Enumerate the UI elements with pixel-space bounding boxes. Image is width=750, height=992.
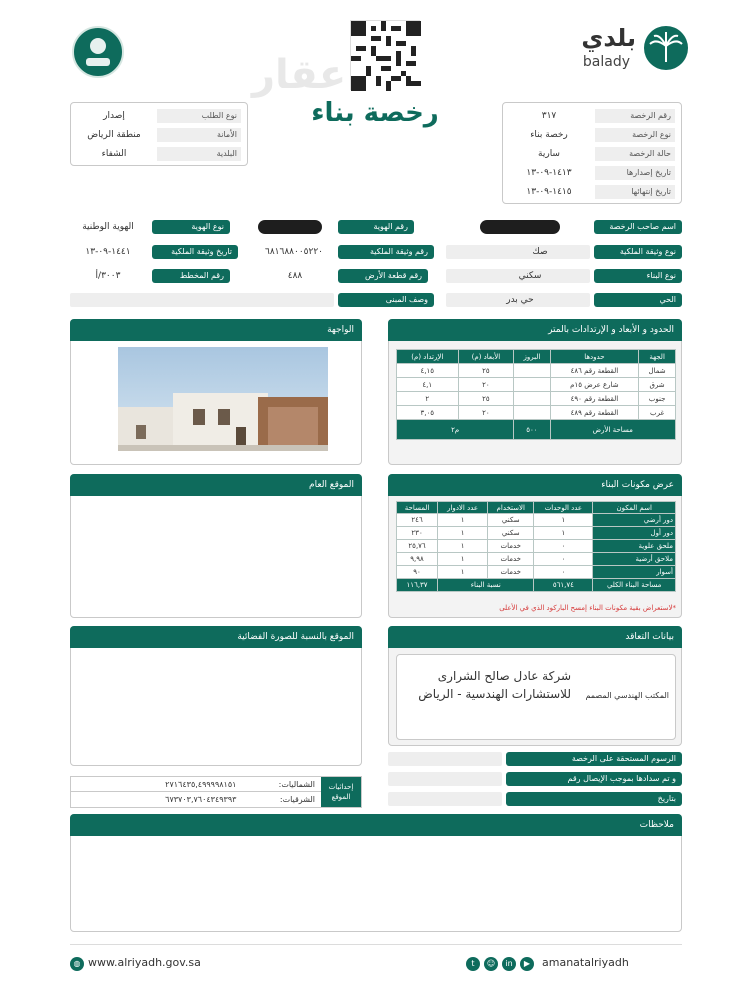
area-row	[397, 420, 676, 440]
north-value: ٢٧١٦٤٣٥,٤٩٩٩٩٨١٥١	[165, 780, 237, 789]
contract-inner	[396, 654, 676, 740]
boundaries-cell: شارع عرض ١٥م	[550, 378, 639, 392]
boundaries-cell: ٢٥	[458, 392, 514, 406]
district-value: حي بدر	[506, 295, 534, 305]
general-location-header: الموقع العام	[70, 474, 362, 496]
area-label: مساحة الأرض	[550, 420, 675, 440]
satellite-header: الموقع بالنسبة للصورة الفضائية	[70, 626, 362, 648]
fee-value-bar	[388, 772, 502, 786]
deed-date-value: ١٤٤١-٠٩-١٣	[85, 247, 131, 257]
components-cell: ١	[534, 527, 593, 540]
youtube-icon[interactable]: ▶	[520, 957, 534, 971]
boundaries-cell: غرب	[639, 406, 676, 420]
area-unit: م٢	[397, 420, 514, 440]
notes-header: ملاحظات	[70, 814, 682, 836]
footer-website[interactable]	[70, 956, 201, 971]
east-row	[71, 792, 321, 807]
district-label: الحي	[594, 293, 682, 307]
boundaries-cell: شرق	[639, 378, 676, 392]
globe-icon: ◍	[70, 957, 84, 971]
boundaries-cell: ٢	[397, 392, 459, 406]
office-label: المكتب الهندسي المصمم	[585, 691, 669, 700]
boundaries-cell: ٢٥	[458, 364, 514, 378]
components-col-header: عدد الوحدات	[534, 502, 593, 514]
fee-value-bar	[388, 792, 502, 806]
components-cell: ١	[438, 553, 488, 566]
watermark: عقار	[252, 52, 347, 98]
qr-code	[350, 20, 420, 90]
handle-text: amanatalriyadh	[542, 956, 629, 969]
coordinates-box	[70, 776, 362, 808]
boundaries-cell: ٢٠	[458, 378, 514, 392]
components-cell: ٠	[534, 540, 593, 553]
license-info-row	[509, 185, 675, 199]
footer-social	[466, 956, 629, 971]
request-info-box	[70, 102, 248, 166]
plot-number-label: رقم قطعة الأرض	[338, 269, 428, 283]
components-cell: ١	[438, 514, 488, 527]
license-info-value: رخصة بناء	[530, 130, 568, 140]
boundaries-table	[396, 349, 676, 440]
components-table-wrap	[396, 501, 676, 592]
request-info-value: منطقة الرياض	[87, 130, 141, 140]
snapchat-icon[interactable]: ☺	[484, 957, 498, 971]
building-desc-label: وصف المبنى	[338, 293, 434, 307]
website-text: www.alriyadh.gov.sa	[88, 956, 201, 969]
license-info-row	[509, 128, 675, 142]
plan-number-value: ٣٠٠٣/أ	[95, 271, 121, 281]
boundaries-cell	[514, 378, 550, 392]
license-info-label: تاريخ إصدارها	[595, 166, 675, 180]
license-info-value: ١٤١٥-٠٩-١٣	[526, 187, 572, 197]
components-cell: ١	[438, 566, 488, 579]
components-cell: ٢٥,٧٦	[397, 540, 438, 553]
components-cell: ٩٠	[397, 566, 438, 579]
linkedin-icon[interactable]: in	[502, 957, 516, 971]
license-info-label: حالة الرخصة	[595, 147, 675, 161]
east-label: الشرقيات:	[279, 795, 315, 804]
palm-icon	[642, 24, 690, 72]
boundaries-cell	[514, 392, 550, 406]
deed-date-label: تاريخ وثيقة الملكية	[152, 245, 238, 259]
components-cell: خدمات	[488, 553, 534, 566]
request-info-label: نوع الطلب	[157, 109, 241, 123]
fee-value-bar	[388, 752, 502, 766]
fee-label: الرسوم المستحقة على الرخصة	[506, 752, 682, 766]
components-row	[397, 566, 676, 579]
fee-label: بتاريخ	[506, 792, 682, 806]
building-desc-bar	[70, 293, 334, 307]
boundaries-cell: القطعة رقم ٤٩٠	[550, 392, 639, 406]
components-cell: ٢٣٠	[397, 527, 438, 540]
boundaries-col-header: الأبعاد (م)	[458, 350, 514, 364]
request-info-value: الشفاء	[101, 149, 127, 159]
boundaries-cell: القطعة رقم ٤٨٩	[550, 406, 639, 420]
owner-name-redacted	[480, 220, 560, 234]
page-title: رخصة بناء	[311, 98, 439, 128]
north-row	[71, 777, 321, 792]
components-note: *لاستعراض بقية مكونات البناء إمسح الباركود الذي في الأعلى	[499, 604, 676, 612]
boundaries-row	[397, 378, 676, 392]
east-value: ٦٧٣٧٠٣,٧٦٠٤٣٤٩٣٩٣	[165, 795, 237, 804]
boundaries-row	[397, 364, 676, 378]
components-cell: ٢٤٦	[397, 514, 438, 527]
riyadh-logo	[72, 26, 124, 78]
components-row	[397, 540, 676, 553]
total-area-value: ٥٦١,٧٤	[534, 579, 593, 592]
boundaries-cell	[514, 364, 550, 378]
license-info-row	[509, 109, 675, 123]
deed-number-value: ٦٨١٦٨٨٠٠٥٢٢٠	[264, 247, 323, 257]
facade-header: الواجهة	[70, 319, 362, 341]
boundaries-cell: ٤,١٥	[397, 364, 459, 378]
owner-name-label: اسم صاحب الرخصة	[594, 220, 682, 234]
area-value: ٥٠٠	[514, 420, 550, 440]
building-type-value: سكني	[518, 271, 542, 281]
ratio-label: نسبة البناء	[438, 579, 534, 592]
component-name: دور أرضي	[593, 514, 676, 527]
deed-number-label: رقم وثيقة الملكية	[338, 245, 434, 259]
component-name: أسوار	[593, 566, 676, 579]
license-info-value: ١٤١٣-٠٩-١٣	[526, 168, 572, 178]
emblem-icon	[74, 28, 122, 76]
boundaries-cell: ٤,١	[397, 378, 459, 392]
boundaries-cell: جنوب	[639, 392, 676, 406]
license-info-label: تاريخ إنتهائها	[595, 185, 675, 199]
boundaries-col-header: الإرتداد (م)	[397, 350, 459, 364]
boundaries-cell: ٣,٠٥	[397, 406, 459, 420]
components-cell: ٠	[534, 566, 593, 579]
request-info-row	[77, 147, 241, 161]
license-info-row	[509, 147, 675, 161]
boundaries-col-header: البروز	[514, 350, 550, 364]
boundaries-cell: القطعة رقم ٤٨٦	[550, 364, 639, 378]
boundaries-row	[397, 392, 676, 406]
contract-header: بيانات التعاقد	[388, 626, 682, 648]
components-cell: ١	[438, 540, 488, 553]
building-type-label: نوع البناء	[594, 269, 682, 283]
components-cell: ٠	[534, 553, 593, 566]
ratio-value: ١١٦,٣٧	[397, 579, 438, 592]
request-info-row	[77, 128, 241, 142]
components-cell: ١	[438, 527, 488, 540]
boundaries-col-header: حدودها	[550, 350, 639, 364]
request-info-row	[77, 109, 241, 123]
components-header: عرض مكونات البناء	[388, 474, 682, 496]
components-col-header: المساحة	[397, 502, 438, 514]
boundaries-cell	[514, 406, 550, 420]
north-label: الشماليات:	[278, 780, 315, 789]
facade-image	[118, 347, 328, 451]
license-info-row	[509, 166, 675, 180]
license-info-label: رقم الرخصة	[595, 109, 675, 123]
components-row	[397, 553, 676, 566]
component-name: دور أول	[593, 527, 676, 540]
components-cell: ٩,٩٨	[397, 553, 438, 566]
boundaries-cell: شمال	[639, 364, 676, 378]
components-cell: سكني	[488, 527, 534, 540]
components-cell: سكني	[488, 514, 534, 527]
footer-divider	[70, 944, 682, 945]
boundaries-col-header: الجهة	[639, 350, 676, 364]
request-info-label: البلدية	[157, 147, 241, 161]
components-table	[396, 501, 676, 592]
balady-ar: بلدي	[581, 24, 636, 52]
boundaries-row	[397, 406, 676, 420]
plot-number-value: ٤٨٨	[287, 271, 303, 281]
id-number-redacted	[258, 220, 322, 234]
components-col-header: اسم المكون	[593, 502, 676, 514]
license-info-label: نوع الرخصة	[595, 128, 675, 142]
balady-en: balady	[582, 54, 630, 70]
components-col-header: الاستخدام	[488, 502, 534, 514]
plan-number-label: رقم المخطط	[152, 269, 230, 283]
license-info-value: سارية	[538, 149, 560, 159]
total-row	[397, 579, 676, 592]
id-type-value: الهوية الوطنية	[82, 222, 134, 232]
twitter-icon[interactable]: t	[466, 957, 480, 971]
balady-logo	[560, 22, 690, 78]
components-col-header: عدد الادوار	[438, 502, 488, 514]
components-row	[397, 514, 676, 527]
request-info-label: الأمانة	[157, 128, 241, 142]
boundaries-table-wrap	[396, 349, 676, 440]
id-type-label: نوع الهوية	[152, 220, 230, 234]
license-info-value: ٣١٧	[541, 111, 557, 121]
request-info-value: إصدار	[103, 111, 125, 121]
components-cell: خدمات	[488, 540, 534, 553]
fee-label: و تم سدادها بموجب الإيصال رقم	[506, 772, 682, 786]
components-cell: خدمات	[488, 566, 534, 579]
total-area-label: مساحة البناء الكلي	[593, 579, 676, 592]
id-number-label: رقم الهوية	[338, 220, 414, 234]
components-row	[397, 527, 676, 540]
deed-type-label: نوع وثيقة الملكية	[594, 245, 682, 259]
component-name: ملحق علوية	[593, 540, 676, 553]
component-name: ملاحق أرضية	[593, 553, 676, 566]
boundaries-cell: ٢٠	[458, 406, 514, 420]
coordinates-label: إحداثيات الموقع	[321, 777, 361, 807]
components-cell: ١	[534, 514, 593, 527]
deed-type-value: صك	[532, 247, 548, 257]
office-value: شركة عادل صالح الشرارى للاستشارات الهندسية - الرياض	[418, 669, 571, 701]
license-info-box	[502, 102, 682, 204]
boundaries-header: الحدود و الأبعاد و الإرتدادات بالمتر	[388, 319, 682, 341]
